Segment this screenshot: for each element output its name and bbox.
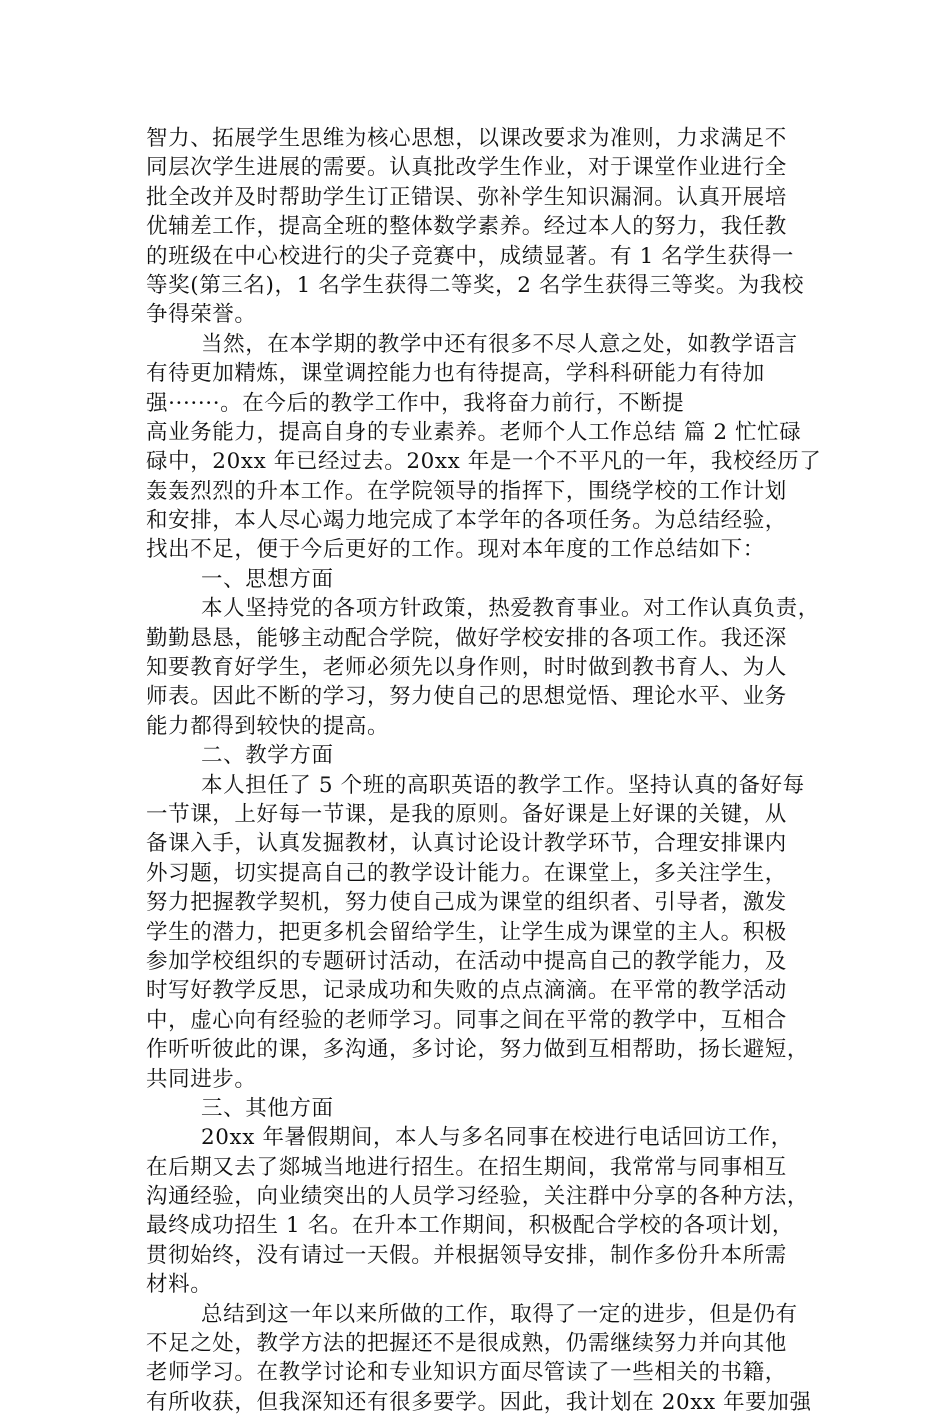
text-line: 时写好教学反思，记录成功和失败的点点滴滴。在平常的教学活动 [146, 978, 787, 1004]
text-line: 共同进步。 [146, 1066, 257, 1092]
text-line: 有所收获，但我深知还有很多要学。因此，我计划在 20xx 年要加强 [146, 1389, 812, 1415]
text-line: 二、教学方面 [201, 743, 334, 769]
text-line: 外习题，切实提高自己的教学设计能力。在课堂上，多关注学生， [146, 860, 787, 886]
text-line: 能力都得到较快的提高。 [146, 713, 390, 739]
text-line: 优辅差工作，提高全班的整体数学素养。经过本人的努力，我任教 [146, 214, 787, 240]
text-line: 的班级在中心校进行的尖子竞赛中，成绩显著。有 1 名学生获得一 [146, 243, 794, 269]
text-line: 知要教育好学生，老师必须先以身作则，时时做到教书育人、为人 [146, 655, 787, 681]
text-line: 学生的潜力，把更多机会留给学生，让学生成为课堂的主人。积极 [146, 919, 787, 945]
text-line: 中，虚心向有经验的老师学习。同事之间在平常的教学中，互相合 [146, 1007, 787, 1033]
text-line: 三、其他方面 [201, 1095, 334, 1121]
text-line: 不足之处，教学方法的把握还不是很成熟，仍需继续努力并向其他 [146, 1331, 787, 1357]
text-line: 当然，在本学期的教学中还有很多不尽人意之处，如教学语言 [201, 331, 798, 357]
text-line: 批全改并及时帮助学生订正错误、弥补学生知识漏洞。认真开展培 [146, 184, 787, 210]
text-line: 沟通经验，向业绩突出的人员学习经验，关注群中分享的各种方法， [146, 1184, 810, 1210]
text-line: 师表。因此不断的学习，努力使自己的思想觉悟、理论水平、业务 [146, 684, 787, 710]
text-line: 努力把握教学契机，努力使自己成为课堂的组织者、引导者，激发 [146, 890, 787, 916]
text-line: 老师学习。在教学讨论和专业知识方面尽管读了一些相关的书籍， [146, 1360, 787, 1386]
text-line: 智力、拓展学生思维为核心思想，以课改要求为准则，力求满足不 [146, 126, 787, 151]
text-line: 作听听彼此的课，多沟通，多讨论，努力做到互相帮助，扬长避短， [146, 1037, 810, 1063]
text-line: 碌中，20xx 年已经过去。20xx 年是一个不平凡的一年，我校经历了 [146, 449, 822, 475]
text-line: 总结到这一年以来所做的工作，取得了一定的进步，但是仍有 [201, 1301, 798, 1327]
text-line: 高业务能力，提高自身的专业素养。老师个人工作总结 篇 2 忙忙碌 [146, 419, 802, 445]
text-line: 找出不足，便于今后更好的工作。现对本年度的工作总结如下： [146, 537, 765, 563]
text-line: 勤勤恳恳，能够主动配合学院，做好学校安排的各项工作。我还深 [146, 625, 787, 651]
text-line: 一、思想方面 [201, 566, 334, 592]
text-line: 有待更加精炼，课堂调控能力也有待提高，学科科研能力有待加 [146, 361, 765, 387]
text-line: 强·······。在今后的教学工作中，我将奋力前行，不断提 [146, 390, 685, 416]
text-line: 贯彻始终，没有请过一天假。并根据领导安排，制作多份升本所需 [146, 1242, 787, 1268]
text-line: 等奖(第三名)，1 名学生获得二等奖，2 名学生获得三等奖。为我校 [146, 272, 805, 298]
text-line: 本人坚持党的各项方针政策，热爱教育事业。对工作认真负责， [201, 596, 820, 622]
text-line: 材料。 [146, 1272, 213, 1298]
text-line: 本人担任了 5 个班的高职英语的教学工作。坚持认真的备好每 [201, 772, 805, 798]
text-line: 20xx 年暑假期间，本人与多名同事在校进行电话回访工作， [201, 1125, 793, 1151]
text-line: 轰轰烈烈的升本工作。在学院领导的指挥下，围绕学校的工作计划 [146, 478, 787, 504]
text-line: 最终成功招生 1 名。在升本工作期间，积极配合学校的各项计划， [146, 1213, 794, 1239]
text-line: 和安排，本人尽心竭力地完成了本学年的各项任务。为总结经验， [146, 508, 787, 534]
text-line: 在后期又去了郯城当地进行招生。在招生期间，我常常与同事相互 [146, 1154, 787, 1180]
document-body [146, 124, 826, 1417]
text-line: 同层次学生进展的需要。认真批改学生作业，对于课堂作业进行全 [146, 155, 787, 181]
text-line: 争得荣誉。 [146, 302, 257, 328]
text-line: 备课入手，认真发掘教材，认真讨论设计教学环节，合理安排课内 [146, 831, 787, 857]
text-line: 一节课，上好每一节课，是我的原则。备好课是上好课的关键，从 [146, 801, 787, 827]
text-line: 参加学校组织的专题研讨活动，在活动中提高自己的教学能力，及 [146, 948, 787, 974]
